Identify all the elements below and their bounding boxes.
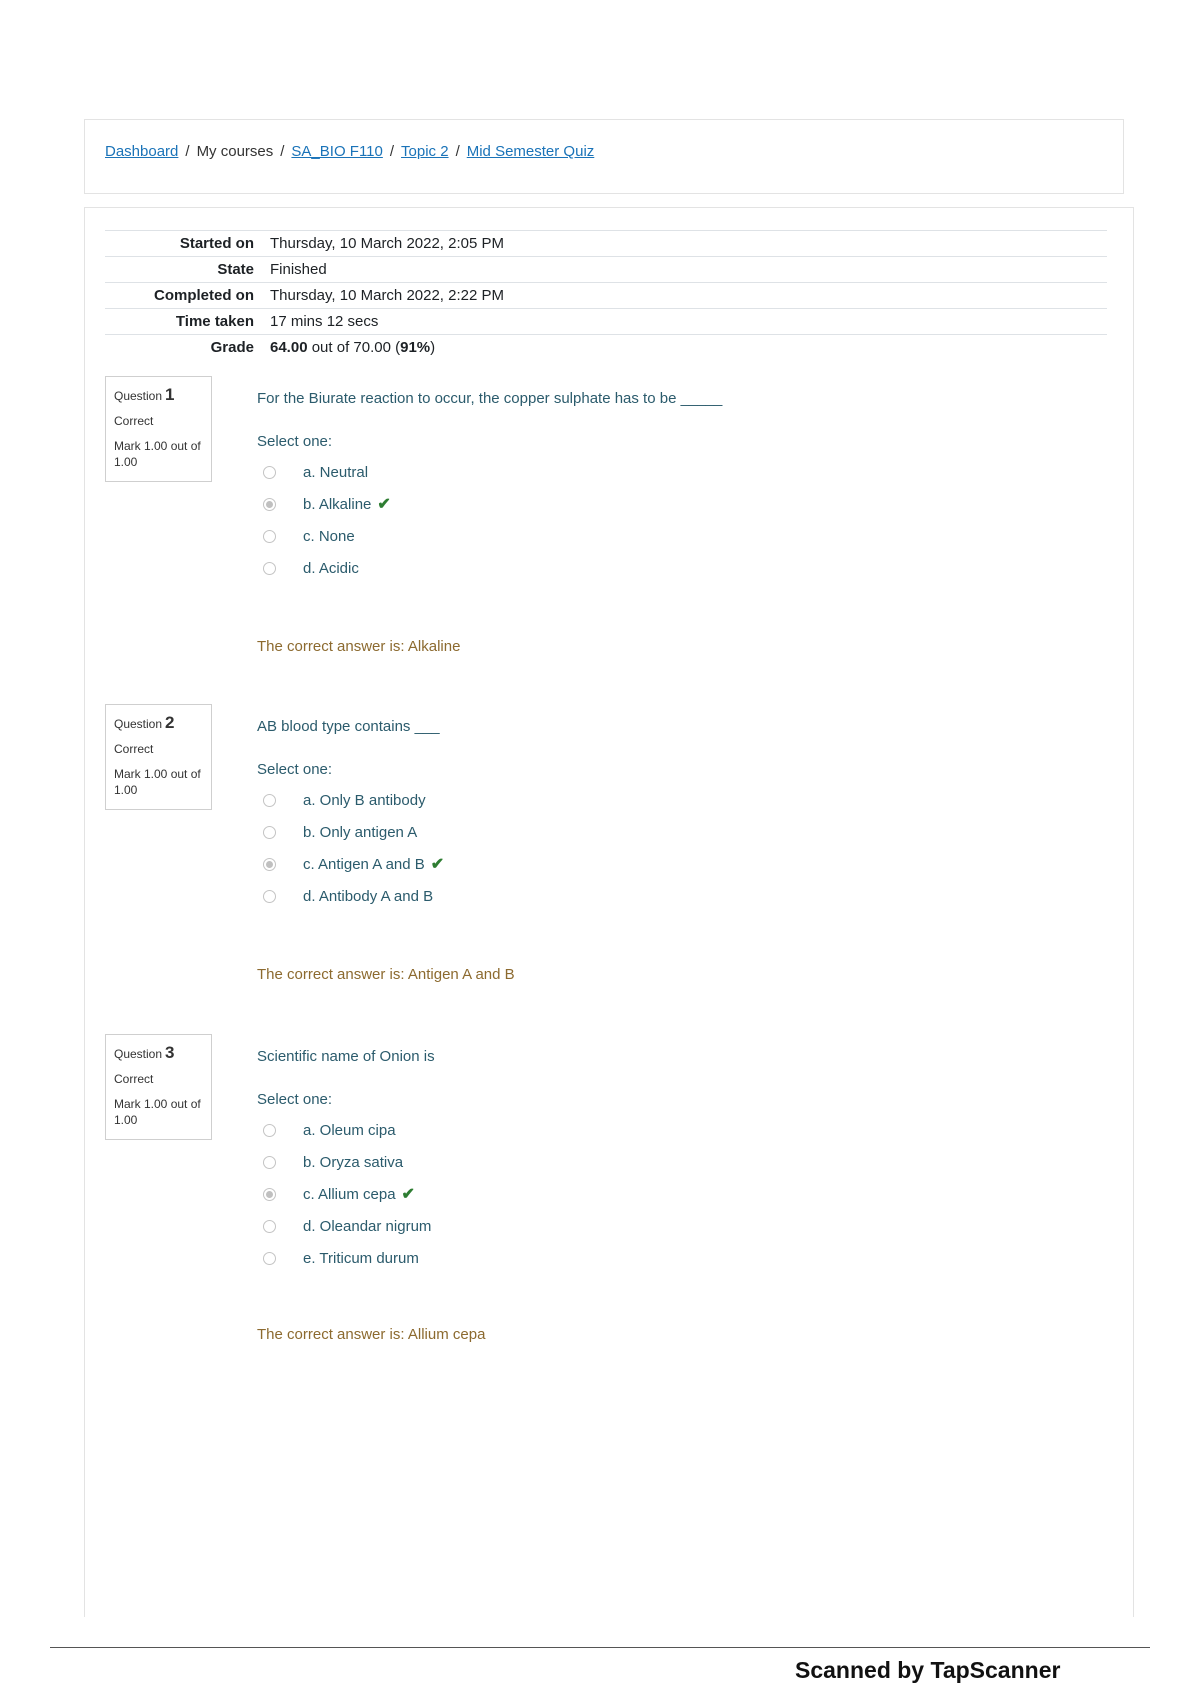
answer-option-label: b. Alkaline bbox=[303, 495, 372, 513]
question-text: For the Biurate reaction to occur, the copper sulphate has to be _____ bbox=[257, 390, 723, 407]
answer-option[interactable] bbox=[257, 784, 1077, 816]
grade-out-of: out of 70.00 ( bbox=[307, 339, 401, 356]
question-number bbox=[114, 711, 203, 735]
radio-button[interactable] bbox=[263, 466, 276, 479]
breadcrumb-my-courses: My courses bbox=[196, 143, 274, 160]
correct-answer-feedback: The correct answer is: Antigen A and B bbox=[257, 966, 515, 983]
answer-option[interactable] bbox=[257, 1210, 1077, 1242]
radio-button[interactable] bbox=[263, 858, 276, 871]
question-number bbox=[114, 383, 203, 407]
question-mark: Mark 1.00 out of 1.00 bbox=[114, 1096, 201, 1128]
question-text: Scientific name of Onion is bbox=[257, 1048, 435, 1065]
question-number-prefix: Question bbox=[114, 389, 163, 403]
breadcrumb-separator: / bbox=[280, 143, 285, 160]
question-content bbox=[257, 1048, 1077, 1343]
scanner-watermark: Scanned by TapScanner bbox=[795, 1657, 1061, 1683]
question-number-prefix: Question bbox=[114, 1047, 163, 1061]
breadcrumb-bar bbox=[84, 119, 1124, 194]
check-icon: ✔ bbox=[377, 496, 391, 513]
correct-answer-feedback: The correct answer is: Allium cepa bbox=[257, 1326, 486, 1343]
answer-option[interactable] bbox=[257, 880, 1077, 912]
attempt-summary-table bbox=[105, 230, 1107, 360]
answer-option[interactable] bbox=[257, 816, 1077, 848]
question-text: AB blood type contains ___ bbox=[257, 718, 440, 735]
breadcrumb bbox=[105, 143, 594, 160]
question-number bbox=[114, 1041, 203, 1065]
summary-row bbox=[105, 283, 1107, 309]
breadcrumb-topic[interactable]: Topic 2 bbox=[401, 143, 449, 160]
radio-button[interactable] bbox=[263, 530, 276, 543]
answer-option-label: a. Only B antibody bbox=[303, 791, 426, 809]
breadcrumb-separator: / bbox=[389, 143, 395, 160]
answer-option-label: c. Allium cepa bbox=[303, 1185, 396, 1203]
breadcrumb-separator: / bbox=[185, 143, 190, 160]
answer-option-label: b. Only antigen A bbox=[303, 823, 418, 841]
radio-button[interactable] bbox=[263, 826, 276, 839]
answer-option[interactable] bbox=[257, 1114, 1077, 1146]
radio-button[interactable] bbox=[263, 794, 276, 807]
radio-button[interactable] bbox=[263, 498, 276, 511]
question-info-box[interactable] bbox=[105, 376, 212, 482]
answer-option-label: d. Oleandar nigrum bbox=[303, 1217, 432, 1235]
summary-row bbox=[105, 257, 1107, 283]
check-icon: ✔ bbox=[430, 856, 445, 873]
question-content bbox=[257, 390, 1077, 655]
summary-value: 17 mins 12 secs bbox=[270, 309, 1107, 335]
summary-row bbox=[105, 309, 1107, 335]
radio-button[interactable] bbox=[263, 1124, 276, 1137]
radio-button[interactable] bbox=[263, 562, 276, 575]
answer-option-label: e. Triticum durum bbox=[303, 1249, 419, 1267]
radio-button[interactable] bbox=[263, 1188, 276, 1201]
summary-label: Time taken bbox=[105, 309, 270, 335]
radio-button[interactable] bbox=[263, 1252, 276, 1265]
answer-option[interactable] bbox=[257, 456, 1077, 488]
select-one-prompt: Select one: bbox=[257, 433, 333, 450]
answer-option-label: c. None bbox=[303, 527, 355, 545]
grade-close: ) bbox=[430, 339, 436, 356]
answer-option-label: a. Oleum cipa bbox=[303, 1121, 396, 1139]
correct-answer-feedback: The correct answer is: Alkaline bbox=[257, 638, 461, 655]
grade-value bbox=[270, 335, 1107, 361]
summary-value: Thursday, 10 March 2022, 2:05 PM bbox=[270, 231, 1107, 257]
answer-options bbox=[257, 784, 1077, 912]
quiz-review-region bbox=[84, 207, 1134, 1617]
question-number-value: 1 bbox=[165, 385, 175, 404]
answer-option-label: a. Neutral bbox=[303, 463, 369, 481]
question-mark: Mark 1.00 out of 1.00 bbox=[114, 766, 201, 798]
radio-button[interactable] bbox=[263, 1156, 276, 1169]
question-number-value: 3 bbox=[165, 1043, 175, 1062]
answer-option[interactable] bbox=[257, 488, 1077, 520]
answer-option[interactable] bbox=[257, 520, 1077, 552]
question-number-value: 2 bbox=[165, 713, 175, 732]
select-one-prompt: Select one: bbox=[257, 761, 333, 778]
grade-score: 64.00 bbox=[270, 339, 308, 356]
select-one-prompt: Select one: bbox=[257, 1091, 333, 1108]
breadcrumb-dashboard[interactable]: Dashboard bbox=[105, 143, 179, 160]
summary-label: Completed on bbox=[105, 283, 270, 309]
question-content bbox=[257, 718, 1077, 983]
question-info-box[interactable] bbox=[105, 1034, 212, 1140]
breadcrumb-separator: / bbox=[455, 143, 460, 160]
breadcrumb-quiz[interactable]: Mid Semester Quiz bbox=[466, 143, 595, 160]
footer-divider bbox=[50, 1647, 1150, 1648]
answer-options bbox=[257, 456, 1077, 584]
answer-option-label: c. Antigen A and B bbox=[303, 855, 425, 873]
answer-option[interactable] bbox=[257, 552, 1077, 584]
grade-label: Grade bbox=[105, 335, 270, 361]
answer-option[interactable] bbox=[257, 1146, 1077, 1178]
question-state: Correct bbox=[114, 413, 154, 428]
answer-option-label: d. Acidic bbox=[303, 559, 359, 577]
question-state: Correct bbox=[114, 1071, 154, 1086]
answer-option-label: b. Oryza sativa bbox=[303, 1153, 404, 1171]
answer-option-label: d. Antibody A and B bbox=[303, 887, 434, 905]
question-number-prefix: Question bbox=[114, 717, 163, 731]
summary-label: Started on bbox=[105, 231, 270, 257]
breadcrumb-course[interactable]: SA_BIO F110 bbox=[291, 143, 383, 160]
answer-option[interactable] bbox=[257, 848, 1077, 880]
grade-percent: 91% bbox=[400, 339, 431, 356]
summary-row-grade bbox=[105, 335, 1107, 361]
question-mark: Mark 1.00 out of 1.00 bbox=[114, 438, 201, 470]
question-state: Correct bbox=[114, 741, 154, 756]
answer-options bbox=[257, 1114, 1077, 1274]
question-info-box[interactable] bbox=[105, 704, 212, 810]
summary-value: Thursday, 10 March 2022, 2:22 PM bbox=[270, 283, 1107, 309]
summary-label: State bbox=[105, 257, 270, 283]
summary-value: Finished bbox=[270, 257, 1107, 283]
answer-option[interactable] bbox=[257, 1242, 1077, 1274]
check-icon: ✔ bbox=[401, 1186, 415, 1203]
radio-button[interactable] bbox=[263, 890, 276, 903]
summary-row bbox=[105, 231, 1107, 257]
answer-option[interactable] bbox=[257, 1178, 1077, 1210]
radio-button[interactable] bbox=[263, 1220, 276, 1233]
